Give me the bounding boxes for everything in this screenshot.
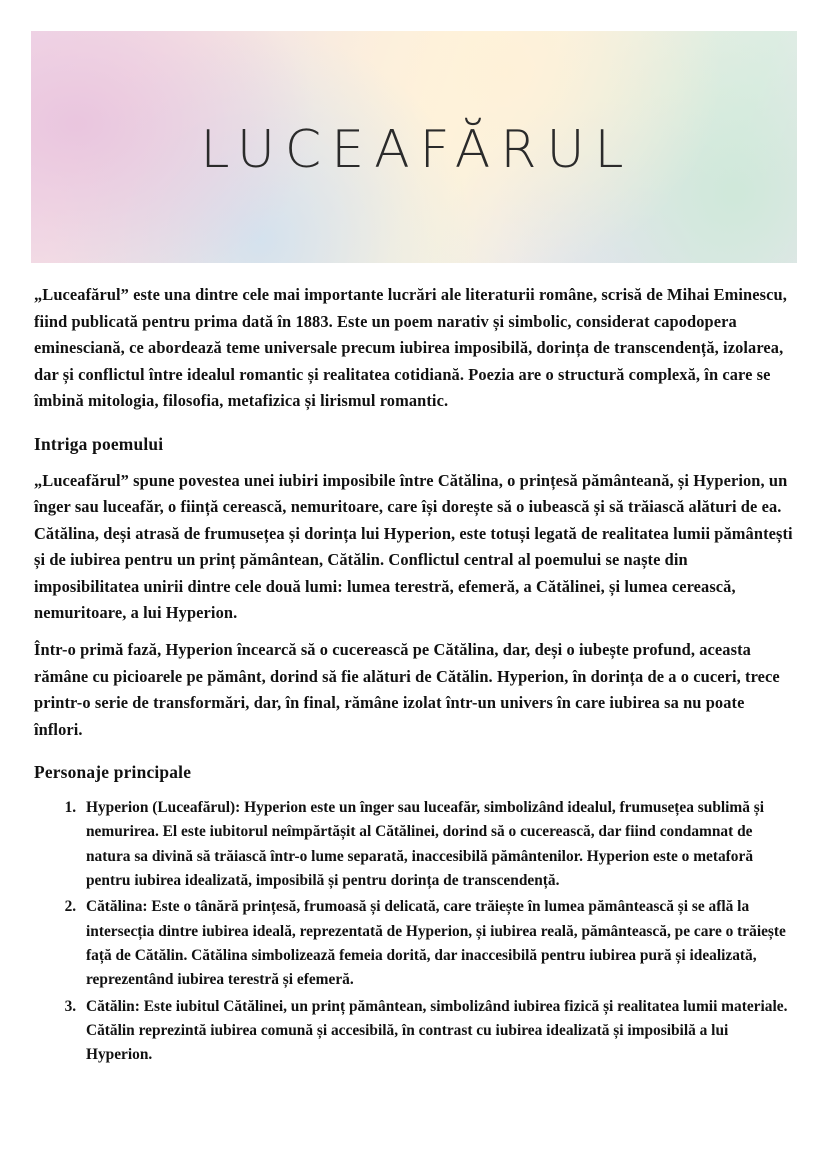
list-item: 3. Cătălin: Este iubitul Cătălinei, un prinț pământean, simbolizând iubirea fizică și realitatea lumii materiale. Cătălin reprezintă iubirea comună și accesibilă, în contrast cu iubirea idealizată și imposibilă a lui Hyperion. (80, 995, 794, 1068)
intro-paragraph: „Luceafărul” este una dintre cele mai importante lucrări ale literaturii române, scrisă de Mihai Eminescu, fiind publicată pentru prima dată în 1883. Este un poem narativ și simbolic, considerat capodopera eminesciană, ce abordează teme universale precum iubirea imposibilă, dorința de transcendență, izolarea, dar și conflictul între idealul romantic și realitatea cotidiană. Poezia are o structură complexă, în care se îmbină mitologia, filosofia, metafizica și lirismul romantic. (34, 285, 787, 411)
document-title: LUCEAFĂRUL (200, 120, 634, 180)
personaje-list (34, 796, 794, 1068)
section-heading-intriga: Intriga poemului (34, 433, 164, 454)
document-body (34, 282, 794, 1070)
section-heading-personaje: Personaje principale (34, 762, 192, 783)
hero-banner (31, 31, 797, 263)
list-item: 2. Cătălina: Este o tânără prințesă, frumoasă și delicată, care trăiește în lumea pământească și se află la intersecția dintre iubirea ideală, reprezentată de Hyperion, și iubirea reală, pământească, pe care o trăiește față de Cătălin. Cătălina simbolizează femeia dorită, dar inaccesibilă pentru iubirea pură și idealizată, reprezentând iubirea terestră și efemeră. (80, 895, 794, 992)
intriga-paragraph-1: „Luceafărul” spune povestea unei iubiri imposibile între Cătălina, o prințesă pământeană, și Hyperion, un înger sau luceafăr, o ființă cerească, nemuritoare, care își dorește să o iubească și să trăiască alături de ea. Cătălina, deși atrasă de frumusețea și dorința lui Hyperion, este totuși legată de realitatea lumii pământești și de iubirea pentru un prinț pământean, Cătălin. Conflictul central al poemului se naște din imposibilitatea unirii dintre cele două lumi: lumea terestră, efemeră, a Cătălinei, și lumea cerească, nemuritoare, a lui Hyperion. (34, 470, 793, 623)
intriga-paragraph-2: Într-o primă fază, Hyperion încearcă să o cucerească pe Cătălina, dar, deși o iubește profund, aceasta rămâne cu picioarele pe pământ, dorind să fie alături de Cătălin. Hyperion, în dorința de a o cuceri, trece printr-o serie de transformări, dar, în final, rămâne izolat într-un univers în care iubirea sa nu poate înflori. (34, 639, 780, 739)
list-item: 1. Hyperion (Luceafărul): Hyperion este un înger sau luceafăr, simbolizând idealul, frumusețea sublimă și nemurirea. El este iubitorul neîmpărtășit al Cătălinei, dorind să o cucerească, dar fiind condamnat de natura sa divină să trăiască într-o lume separată, inaccesibilă pământenilor. Hyperion este o metaforă pentru iubirea idealizată, imposibilă și pentru dorința de transcendență. (80, 796, 794, 893)
